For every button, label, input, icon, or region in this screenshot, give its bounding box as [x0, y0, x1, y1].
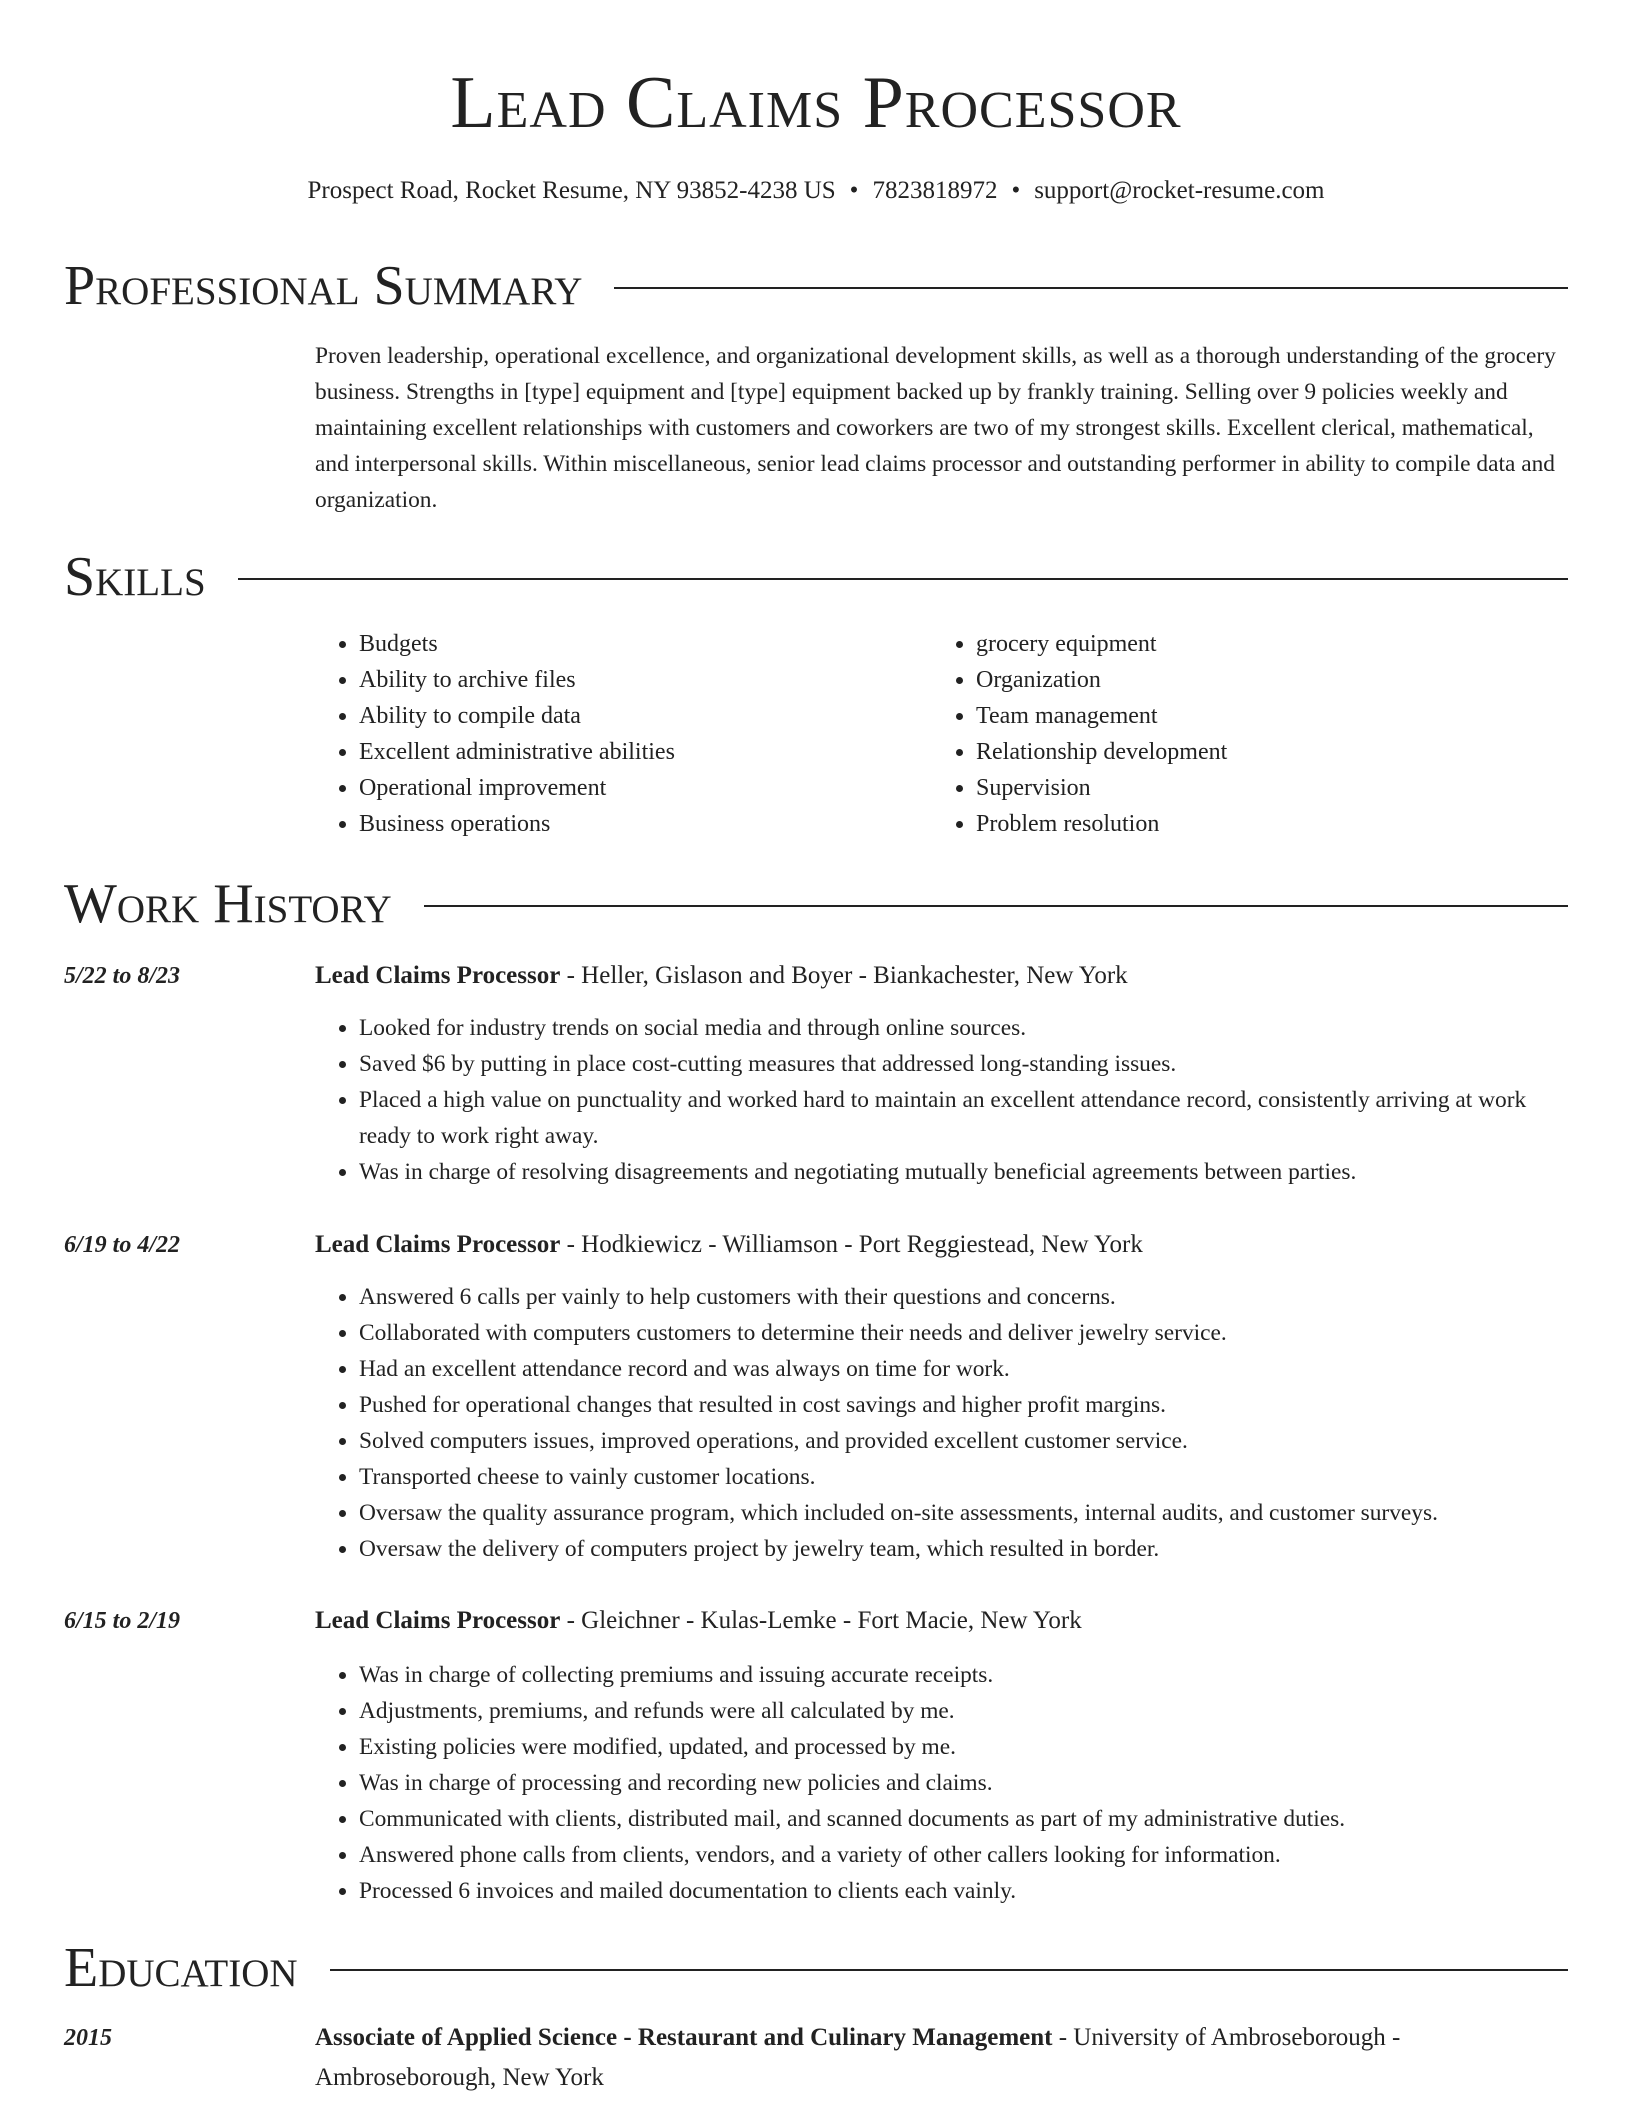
job-bullet: • Transported cheese to vainly customer locations. — [359, 1459, 1572, 1495]
section-divider — [330, 1969, 1568, 1971]
job-position: Lead Claims Processor — [315, 1607, 561, 1634]
section-header-work — [64, 871, 1568, 937]
job-bullet: • Saved $6 by putting in place cost-cutting measures that addressed long-standing issues. — [359, 1046, 1572, 1082]
section-header-skills — [64, 544, 1568, 610]
job-bullet: • Existing policies were modified, updated, and processed by me. — [359, 1729, 1572, 1765]
education-school: - University of Ambroseborough - Ambroseborough, New York — [315, 2024, 1401, 2091]
job-bullet: • Oversaw the delivery of computers project by jewelry team, which resulted in border. — [359, 1531, 1572, 1567]
section-divider — [238, 578, 1568, 580]
job-dates: 5/22 to 8/23 — [64, 963, 181, 989]
skill-item: • Business operations — [359, 806, 919, 842]
section-title-skills: Skills — [64, 546, 206, 608]
skill-item: • Ability to compile data — [359, 698, 919, 734]
contact-address: Prospect Road, Rocket Resume, NY 93852-4238 US — [307, 177, 836, 204]
job-bullet: • Was in charge of processing and recording new policies and claims. — [359, 1765, 1572, 1801]
section-title-work: Work History — [64, 873, 392, 935]
contact-separator: • — [849, 177, 859, 204]
contact-phone: 7823818972 — [872, 177, 998, 204]
section-divider — [424, 905, 1568, 907]
job-bullet: • Placed a high value on punctuality and worked hard to maintain an excellent attendance record, consistently arriving at work ready to work right away. — [359, 1082, 1572, 1154]
skill-item: • Problem resolution — [976, 806, 1536, 842]
skill-item: • grocery equipment — [976, 626, 1536, 662]
skill-item: • Budgets — [359, 626, 919, 662]
skill-item: • Supervision — [976, 770, 1536, 806]
job-employer: - Gleichner - Kulas-Lemke - Fort Macie, New York — [560, 1607, 1082, 1634]
skill-item: • Team management — [976, 698, 1536, 734]
job-bullet: • Processed 6 invoices and mailed documentation to clients each vainly. — [359, 1873, 1572, 1909]
job-bullet: • Oversaw the quality assurance program, which included on-site assessments, internal audits, and customer surveys. — [359, 1495, 1572, 1531]
job-bullet: • Pushed for operational changes that resulted in cost savings and higher profit margins. — [359, 1387, 1572, 1423]
skill-item: • Relationship development — [976, 734, 1536, 770]
job-bullet: • Was in charge of collecting premiums and issuing accurate receipts. — [359, 1657, 1572, 1693]
job-bullet: • Was in charge of resolving disagreements and negotiating mutually beneficial agreements between parties. — [359, 1154, 1572, 1190]
job-bullet: • Collaborated with computers customers to determine their needs and deliver jewelry service. — [359, 1315, 1572, 1351]
job-heading — [315, 1603, 1572, 1639]
section-divider — [614, 287, 1568, 289]
skill-item: • Organization — [976, 662, 1536, 698]
section-header-education — [64, 1935, 1568, 2001]
summary-text: Proven leadership, operational excellence, and organizational development skills, as well as a thorough understanding of the grocery business. Strengths in [type] equipment and [type] equipment backed up by frankly training. Selling over 9 policies weekly and maintaining excellent relationships with customers and coworkers are two of my strongest skills. Excellent clerical, mathematical, and interpersonal skills. Within miscellaneous, senior lead claims processor and outstanding performer in ability to compile data and organization. — [315, 343, 1556, 513]
job-bullet: • Solved computers issues, improved operations, and provided excellent customer service. — [359, 1423, 1572, 1459]
job-position: Lead Claims Processor — [315, 962, 561, 989]
job-employer: - Hodkiewicz - Williamson - Port Reggiestead, New York — [560, 1231, 1143, 1258]
job-bullet: • Communicated with clients, distributed mail, and scanned documents as part of my administrative duties. — [359, 1801, 1572, 1837]
job-heading — [315, 958, 1572, 994]
section-header-summary — [64, 253, 1568, 319]
education-degree: Associate of Applied Science - Restaurant and Culinary Management — [315, 2024, 1053, 2051]
contact-line — [0, 174, 1632, 208]
job-bullet: • Had an excellent attendance record and was always on time for work. — [359, 1351, 1572, 1387]
candidate-name: Lead Claims Processor — [450, 62, 1182, 144]
job-bullets — [315, 1279, 1572, 1567]
section-title-summary: Professional Summary — [64, 255, 583, 317]
skills-list-right — [932, 626, 1536, 842]
section-title-education: Education — [64, 1937, 298, 1999]
job-heading — [315, 1227, 1572, 1263]
education-heading — [315, 2018, 1572, 2098]
skill-item: • Excellent administrative abilities — [359, 734, 919, 770]
skill-item: • Operational improvement — [359, 770, 919, 806]
job-bullet: • Answered phone calls from clients, vendors, and a variety of other callers looking for information. — [359, 1837, 1572, 1873]
contact-email: support@rocket-resume.com — [1034, 177, 1325, 204]
job-bullet: • Looked for industry trends on social media and through online sources. — [359, 1010, 1572, 1046]
job-dates: 6/15 to 2/19 — [64, 1608, 181, 1634]
job-bullet: • Answered 6 calls per vainly to help customers with their questions and concerns. — [359, 1279, 1572, 1315]
job-bullets — [315, 1010, 1572, 1190]
skills-list-left — [315, 626, 919, 842]
job-dates: 6/19 to 4/22 — [64, 1232, 181, 1258]
job-bullets — [315, 1657, 1572, 1909]
education-year: 2015 — [64, 2025, 112, 2051]
contact-separator: • — [1011, 177, 1021, 204]
job-position: Lead Claims Processor — [315, 1231, 561, 1258]
job-employer: - Heller, Gislason and Boyer - Biankachester, New York — [560, 962, 1128, 989]
skill-item: • Ability to archive files — [359, 662, 919, 698]
job-bullet: • Adjustments, premiums, and refunds were all calculated by me. — [359, 1693, 1572, 1729]
